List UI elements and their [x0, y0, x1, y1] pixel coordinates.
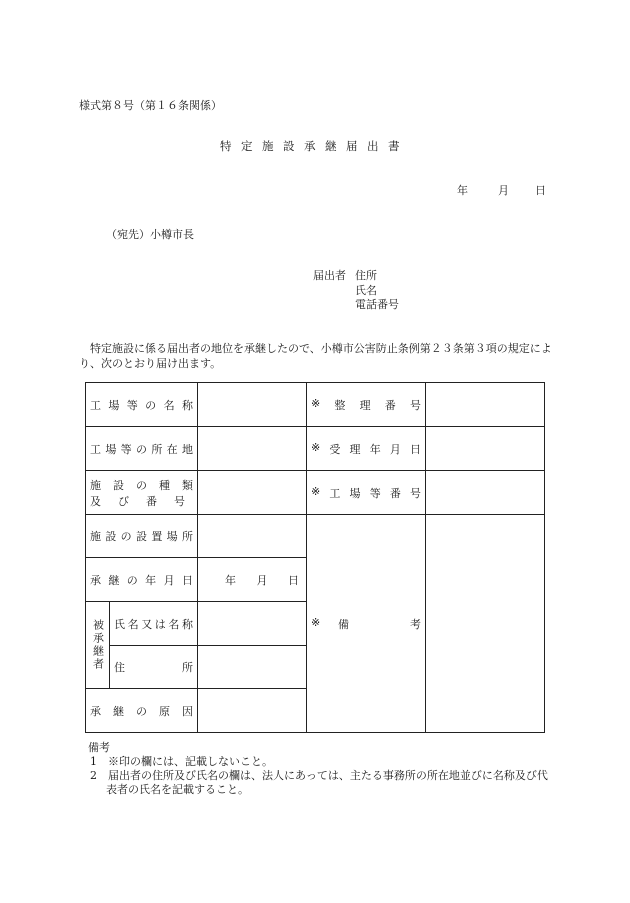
ref-number-text-char-0: ※: [311, 396, 321, 410]
remarks-text-1: [311, 616, 349, 632]
factory-name-text-char-4: 名: [163, 398, 175, 412]
succession-date-text-char-4: 月: [163, 573, 175, 587]
date-month-label: 月: [498, 184, 509, 197]
factory-location-text-char-3: の: [135, 442, 147, 456]
install-place-text-char-4: 置: [151, 530, 163, 543]
receipt-date-text-char-1: 受: [329, 442, 341, 456]
receipt-date-text-char-0: ※: [311, 440, 321, 454]
receipt-date-text-char-4: 月: [389, 442, 401, 456]
facility-type-text-1: [90, 477, 193, 493]
factory-number-text-char-3: 等: [369, 486, 381, 500]
ref-number-field: [426, 383, 545, 427]
receipt-date-text-char-5: 日: [410, 442, 421, 456]
predecessor-address-field[interactable]: [198, 646, 307, 689]
receipt-date-text: [311, 441, 421, 457]
applicant-block: [313, 269, 399, 313]
install-place-text-char-3: 設: [135, 530, 147, 543]
predecessor-name-text-char-0: 氏: [114, 617, 125, 631]
factory-location-field[interactable]: [198, 427, 307, 471]
succession-date-label: [86, 558, 198, 602]
facility-type-text-2-char-0: 及: [90, 494, 101, 508]
factory-location-text-char-2: 等: [120, 442, 132, 456]
install-place-text-char-2: の: [120, 530, 132, 543]
receipt-date-label: [307, 427, 426, 471]
succession-date-text-char-2: の: [126, 573, 138, 587]
ref-number-text-char-1: 整: [334, 398, 346, 412]
succession-date-text-char-1: 継: [108, 573, 120, 587]
factory-number-field: [426, 471, 545, 515]
facility-type-text-1-char-3: 種: [159, 478, 170, 492]
factory-location-text-char-1: 場: [105, 442, 117, 456]
factory-location-text: [90, 441, 193, 457]
factory-number-text-char-2: 場: [349, 486, 361, 500]
notes-section: [88, 741, 558, 797]
factory-name-text: [90, 397, 193, 413]
factory-location-text-char-4: 所: [151, 442, 163, 456]
factory-name-field[interactable]: [198, 383, 307, 427]
applicant-phone-label: 電話番号: [355, 298, 399, 311]
succession-date-text-char-0: 承: [90, 573, 101, 587]
note-item-1: 1 ※印の欄には、記載しないこと。: [90, 755, 273, 768]
factory-number-text-char-1: 工: [329, 486, 341, 500]
body-text: [79, 341, 557, 371]
install-place-text: [90, 528, 193, 544]
addressee: （宛先）小樽市長: [106, 228, 194, 241]
succession-reason-text-char-0: 承: [90, 704, 101, 718]
notes-heading: 備考: [88, 741, 110, 754]
factory-name-text-char-1: 場: [108, 398, 120, 412]
facility-type-text-1-char-4: 類: [182, 478, 193, 492]
factory-number-text-char-0: ※: [311, 484, 321, 498]
receipt-date-text-char-2: 理: [349, 442, 361, 456]
facility-type-text-1-char-0: 施: [90, 478, 101, 492]
receipt-date-text-char-3: 年: [369, 442, 381, 456]
facility-type-field[interactable]: [198, 471, 307, 515]
install-place-text-char-0: 施: [90, 530, 101, 543]
factory-name-text-char-3: の: [145, 398, 157, 412]
ref-number-text-char-4: 号: [409, 398, 421, 412]
succession-form-table: [85, 382, 545, 733]
predecessor-name-text-char-1: 名: [127, 617, 139, 631]
succession-reason-text-char-2: の: [136, 704, 147, 718]
factory-number-text-char-4: 番: [389, 486, 401, 500]
facility-type-text-2-char-2: 番: [146, 494, 157, 508]
note-item-2: 2 届出者の住所及び氏名の欄は、法人にあっては、主たる事務所の所在地並びに名称及び代表者の氏名を記載すること。: [90, 769, 548, 796]
install-place-text-char-6: 所: [181, 530, 193, 543]
receipt-date-field: [426, 427, 545, 471]
facility-type-text-2-char-1: び: [118, 494, 129, 508]
succession-day-label: 日: [288, 573, 299, 587]
facility-type-label: [86, 471, 198, 515]
predecessor-name-text-char-2: 又: [141, 617, 153, 631]
ref-number-text-char-2: 理: [359, 398, 371, 412]
remarks-text-2: 考: [410, 617, 421, 631]
body-text-content: 特定施設に係る届出者の地位を承継したので、小樽市公害防止条例第２３条第３項の規定により、次のとおり届け出ます。: [79, 342, 552, 370]
facility-type-text-2-char-3: 号: [174, 494, 185, 508]
succession-reason-text-char-4: 因: [182, 704, 193, 718]
succession-date-text: [90, 572, 193, 588]
factory-number-label: [307, 471, 426, 515]
install-place-text-char-5: 場: [166, 530, 178, 543]
factory-location-text-char-6: 地: [181, 442, 193, 456]
predecessor-address-text-1: 住: [114, 661, 125, 674]
factory-location-text-char-0: 工: [90, 442, 101, 456]
predecessor-address-text-2: 所: [182, 661, 193, 674]
ref-number-text: [311, 397, 421, 413]
succession-reason-text: [90, 703, 193, 719]
form-number: 様式第８号（第１６条関係）: [79, 99, 222, 112]
succession-month-label: 月: [256, 573, 268, 587]
remarks-label: [307, 515, 426, 733]
succession-date-field[interactable]: [198, 558, 307, 602]
succession-date-text-char-3: 年: [145, 573, 157, 587]
succession-date-text-char-5: 日: [181, 573, 193, 587]
factory-name-text-char-0: 工: [90, 398, 101, 412]
factory-location-text-char-5: 在: [166, 442, 178, 456]
install-place-text-char-1: 設: [105, 530, 117, 543]
predecessor-name-text: [114, 616, 193, 632]
succession-reason-field[interactable]: [198, 689, 307, 733]
applicant-address-label: 住所: [355, 269, 377, 282]
document-title: 特定施設承継届出書: [220, 139, 409, 153]
factory-name-label: [86, 383, 198, 427]
applicant-label: 届出者: [313, 269, 346, 282]
predecessor-name-text-char-5: 称: [181, 617, 193, 631]
predecessor-name-text-char-4: 名: [168, 617, 180, 631]
date-year-label: 年: [457, 184, 468, 197]
install-place-field[interactable]: [198, 515, 307, 558]
ref-number-text-char-3: 番: [384, 398, 396, 412]
remarks-field: [426, 515, 545, 733]
succession-year-label: 年: [225, 573, 236, 587]
date-day-label: 日: [535, 184, 546, 197]
install-place-label: [86, 515, 198, 558]
factory-location-label: [86, 427, 198, 471]
ref-number-label: [307, 383, 426, 427]
applicant-name-label: 氏名: [355, 283, 377, 297]
factory-number-text: [311, 485, 421, 501]
factory-name-text-char-2: 等: [126, 398, 138, 412]
predecessor-name-text-char-3: は: [154, 617, 166, 631]
succession-reason-label: [86, 689, 198, 733]
remarks-text-1-char-1: 備: [338, 617, 349, 631]
facility-type-text-1-char-2: の: [136, 478, 147, 492]
predecessor-label: 被承継者: [86, 602, 110, 689]
predecessor-name-field[interactable]: [198, 602, 307, 646]
predecessor-name-label: [110, 602, 198, 646]
facility-type-text-2: [90, 493, 193, 509]
succession-reason-text-char-3: 原: [159, 704, 170, 718]
remarks-text-1-char-0: ※: [311, 615, 321, 629]
factory-name-text-char-5: 称: [181, 398, 193, 412]
succession-reason-text-char-1: 継: [113, 704, 124, 718]
date-line: [457, 182, 546, 198]
factory-number-text-char-5: 号: [410, 486, 421, 500]
facility-type-text-1-char-1: 設: [113, 478, 124, 492]
predecessor-address-label: [110, 646, 198, 689]
